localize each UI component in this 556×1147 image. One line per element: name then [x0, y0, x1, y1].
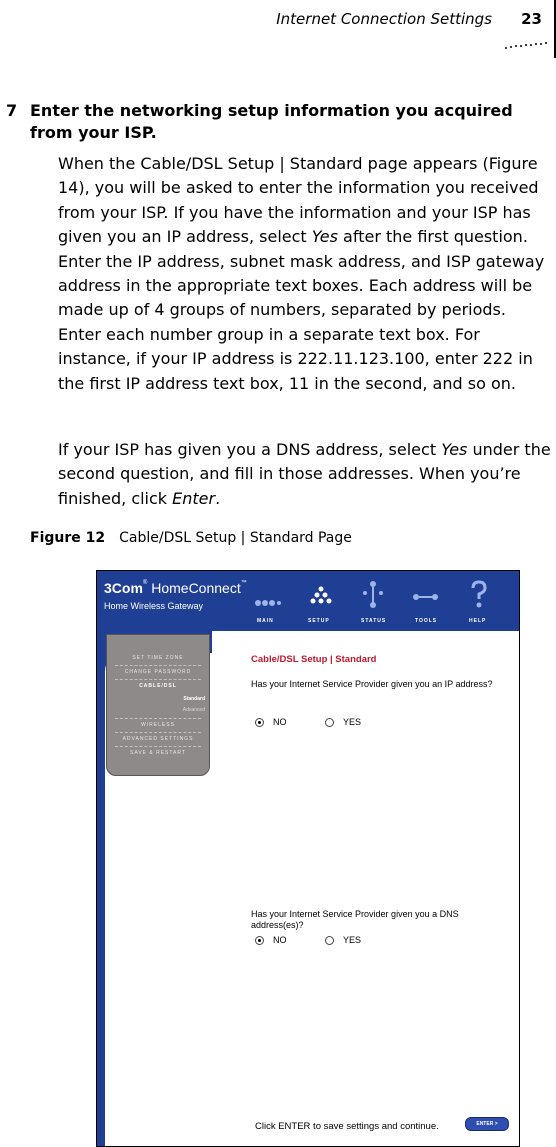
setup-page-title: Cable/DSL Setup | Standard	[251, 654, 377, 665]
nav-setup[interactable]: SETUP	[308, 618, 330, 624]
step-number: 7	[6, 101, 18, 120]
paragraph-dns-text-3: .	[215, 488, 221, 508]
radio-label-no: NO	[273, 717, 287, 727]
decorative-dots-icon	[504, 40, 550, 50]
nav-tools[interactable]: TOOLS	[415, 618, 438, 624]
menu-subitem-advanced[interactable]: Advanced	[182, 707, 205, 713]
ip-no-radio[interactable]	[255, 717, 287, 727]
dns-no-radio[interactable]	[255, 935, 287, 945]
tools-nav-icon[interactable]	[411, 579, 439, 609]
step-heading	[6, 100, 554, 144]
menu-item-advanced-settings[interactable]: ADVANCED SETTINGS	[122, 736, 194, 742]
dns-yes-radio[interactable]	[325, 935, 361, 945]
radio-unselected-icon	[325, 718, 334, 727]
ip-question: Has your Internet Service Provider given you an IP address?	[251, 679, 493, 689]
menu-item-set-time-zone[interactable]: SET TIME ZONE	[132, 655, 184, 661]
radio-label-no: NO	[273, 935, 287, 945]
product-subtitle: Home Wireless Gateway	[104, 601, 204, 611]
step-title: Enter the networking setup information you acquired from your ISP.	[30, 101, 513, 142]
menu-item-save-restart[interactable]: SAVE & RESTART	[130, 750, 186, 756]
paragraph-dns-text-1: If your ISP has given you a DNS address, select	[58, 440, 442, 459]
paragraph-ip	[58, 152, 552, 396]
brand-logo: 3Com® HomeConnect™	[104, 580, 247, 596]
paragraph-ip-text-1: When the Cable/DSL Setup | Standard page appears (Figure 14), you will be asked to enter the information you received from your ISP. If you have the information and your ISP has given you an IP address, select	[58, 154, 539, 247]
main-nav-icon[interactable]	[253, 579, 281, 609]
paragraph-ip-text-2: after the first question. Enter the IP address, subnet mask address, and ISP gateway address in the appropriate text boxes. Each address will be made up of 4 groups of numbers, separated by periods. Enter each number group in a separate text box. For instance, if your IP address is 222.11.123.100, enter 222 in the first IP address text box, 11 in the second, and so on.	[58, 227, 545, 393]
radio-unselected-icon	[325, 936, 334, 945]
ip-yes-radio[interactable]	[325, 717, 361, 727]
paragraph-ip-emphasis: Yes	[311, 227, 338, 247]
save-instruction: Click ENTER to save settings and continue.	[255, 1121, 439, 1132]
setup-menu	[106, 634, 210, 776]
nav-main[interactable]: MAIN	[257, 618, 274, 624]
radio-label-yes: YES	[343, 935, 362, 945]
menu-divider	[115, 665, 201, 666]
status-nav-icon[interactable]	[359, 579, 387, 609]
setup-nav-icon[interactable]	[307, 579, 335, 609]
figure-label: Figure 12	[30, 530, 106, 546]
menu-divider	[115, 746, 201, 747]
paragraph-dns-emphasis-2: Enter	[172, 488, 216, 508]
menu-divider	[115, 732, 201, 733]
menu-item-wireless[interactable]: WIRELESS	[141, 722, 175, 728]
radio-label-yes: YES	[343, 717, 362, 727]
menu-divider	[115, 679, 201, 680]
paragraph-dns-text-2: under the second question, and fill in those addresses. When you’re finished, click	[58, 440, 551, 508]
radio-selected-icon	[255, 718, 264, 727]
brand-name: 3Com	[104, 580, 143, 596]
running-header: Internet Connection Settings	[276, 10, 492, 28]
menu-subitem-standard[interactable]: Standard	[183, 696, 205, 702]
figure-caption-text: Cable/DSL Setup | Standard Page	[119, 530, 352, 546]
radio-selected-icon	[255, 936, 264, 945]
dns-question: Has your Internet Service Provider given you a DNS address(es)?	[251, 909, 459, 930]
menu-item-change-password[interactable]: CHANGE PASSWORD	[124, 669, 192, 675]
page-number: 23	[521, 10, 542, 28]
product-name: HomeConnect	[151, 580, 241, 596]
nav-help[interactable]: HELP	[469, 618, 487, 624]
enter-button[interactable]: ENTER >	[465, 1117, 509, 1131]
help-nav-icon[interactable]	[465, 579, 493, 609]
paragraph-dns	[58, 438, 552, 511]
paragraph-dns-emphasis-1: Yes	[441, 440, 468, 459]
gateway-banner	[97, 571, 519, 631]
menu-divider	[115, 718, 201, 719]
figure-caption	[30, 530, 352, 546]
nav-status[interactable]: STATUS	[361, 618, 387, 624]
menu-item-cable-dsl[interactable]: CABLE/DSL	[139, 683, 177, 689]
gateway-screenshot	[96, 570, 520, 1147]
